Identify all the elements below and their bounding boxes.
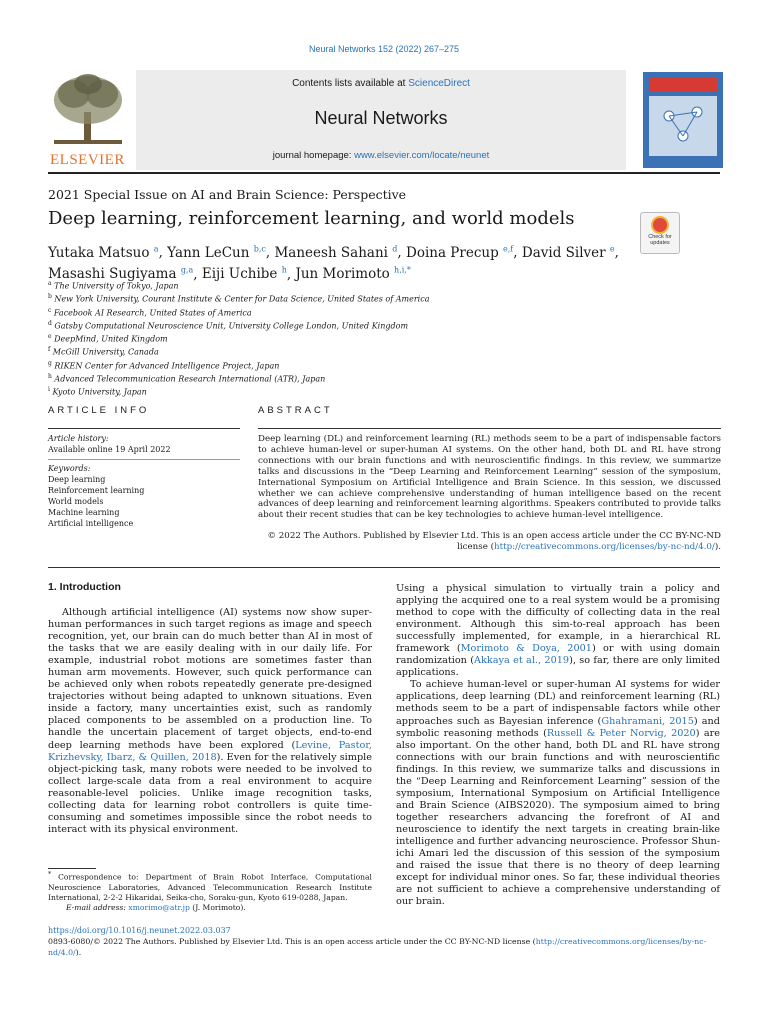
license-link[interactable]: http://creativecommons.org/licenses/by-nc-nd/4.0/ [494,541,715,552]
journal-masthead [48,70,728,170]
affiliations [48,279,429,398]
homepage-prefix: journal homepage: [272,150,355,161]
correspondence-footnote [48,870,372,913]
elsevier-tree-logo [48,70,128,165]
journal-citation[interactable]: Neural Networks 152 (2022) 267–275 [308,44,460,54]
keywords-heading: Keywords: [48,464,91,473]
history-date: Available online 19 April 2022 [48,445,171,454]
keywords-block [48,463,144,529]
keyword: World models [48,497,104,506]
keyword: Machine learning [48,508,120,517]
article-title: Deep learning, reinforcement learning, and world models [48,208,575,229]
history-heading: Article history: [48,434,109,443]
check-updates-line2: updates [650,240,670,246]
affiliation: $^i$ Kyoto University, Japan [48,386,147,397]
affiliation: $^a$ The University of Tokyo, Japan [48,280,179,291]
abstract-label: ABSTRACT [258,405,333,416]
paragraph: Using a physical simulation to virtually train a policy and applying the acquired one to a real system would be a promising method to cope with the difficulty of collecting data in the real environment. Although this sim-to-real approach has been successfully implemented, for example, in a hierarchical RL framework (Morimoto & Doya, 2001) or with using domain randomization (Akkaya et al., 2019), so far, there are only limited applications. [396,583,721,679]
homepage-line [136,150,626,161]
author[interactable]: Jun Morimoto $^{h,i,*}$ [295,265,411,282]
author[interactable]: Maneesh Sahani $^d$ [274,244,398,261]
citation-link[interactable]: Morimoto & Doya, 2001 [460,643,592,655]
article-history [48,433,171,455]
cover-illustration [649,96,717,156]
citation-link[interactable]: Akkaya et al., 2019 [474,655,570,667]
author-list: Yutaka Matsuo $^a$, Yann LeCun $^{b,c}$, Maneesh Sahani $^d$, Doina Precup $^{e,f}$, David Silver $^e$, Masashi Sugiyama $^{g,a}$, Eiji Uchibe $^h$, Jun Morimoto $^{h,i,*}$ [48,244,619,282]
keyword: Artificial intelligence [48,519,134,528]
doi-link[interactable]: https://doi.org/10.1016/j.neunet.2022.03.037 [48,926,231,935]
article-info-rule [48,428,240,429]
abstract-rule [258,428,721,429]
masthead-info-box [136,70,626,170]
author[interactable]: Yann LeCun $^{b,c}$ [167,244,266,261]
check-updates-icon [651,216,669,234]
article-info-separator [48,459,240,460]
network-graph-icon [649,96,717,156]
copyright-license-link[interactable]: http://creativecommons.org/licenses/by-nc-nd/4.0/ [48,937,707,957]
introduction-heading: 1. Introduction [48,581,121,593]
journal-cover-thumbnail[interactable] [643,72,723,168]
journal-name: Neural Networks [314,108,448,128]
article-info-label: ARTICLE INFO [48,405,150,416]
affiliation: $^d$ Gatsby Computational Neuroscience Unit, University College London, United Kingdom [48,319,409,331]
check-updates-line1: Check for [648,234,672,240]
email-link[interactable]: xmorimo@atr.jp [128,902,190,912]
footnote-rule [48,868,96,869]
paragraph: To achieve human-level or super-human AI systems for wider applications, deep learning (DL) and reinforcement learning (RL) methods seem to be a part of indispensable factors while other approaches such as Bayesian inference (Ghahramani, 2015) and symbolic reasoning methods (Russell & Peter Norvig, 2020) are also important. On the other hand, both DL and RL have strong connections with our brain functions and with neuroscientific findings. In this review, we summarize talks and discussions in the “Deep Learning and Reinforcement Learning” session of the symposium, International Symposium on Artificial Intelligence and Brain Science (AIBS2020). The symposium aimed to bring together researchers advancing the forefront of AI and neuroscience to identify the next targets in creating brain-like intelligence and further advancing neuroscience. Professor Shun-ichi Amari led the discussion of this session of the symposium and raised the issue that there is no theory of deep learning except for individual minor ones. So far, these individual theories are not sufficient to achieve a comprehensive understanding of our brain. [396,679,720,908]
keyword: Deep learning [48,475,106,484]
affiliation: $^f$ McGill University, Canada [48,346,159,357]
abstract-license [258,531,721,553]
citation-link[interactable]: Russell & Peter Norvig, 2020 [546,727,696,739]
affiliation: $^h$ Advanced Telecommunication Research International (ATR), Japan [48,372,326,384]
affiliation: $^c$ Facebook AI Research, United States of America [48,306,252,318]
affiliation: $^b$ New York University, Courant Institute & Center for Data Science, United States of America [48,293,430,304]
intro-left-column [48,607,372,836]
footnote-email: E-mail address: xmorimo@atr.jp (J. Morimoto). [66,902,246,912]
citation-link[interactable]: Ghahramani, 2015 [601,715,694,727]
keyword: Reinforcement learning [48,486,145,495]
contents-line [136,78,626,89]
license-line: © 2022 The Authors. Published by Elsevier Ltd. This is an open access article under the CC BY-NC-ND [267,531,721,541]
affiliation: $^g$ RIKEN Center for Advanced Intelligence Project, Japan [48,359,280,371]
journal-homepage-link[interactable]: www.elsevier.com/locate/neunet [354,150,490,161]
author[interactable]: David Silver $^e$ [521,244,615,261]
abstract-text: Deep learning (DL) and reinforcement learning (RL) methods seem to be a part of indispensable factors to achieve human-level or super-human AI systems. On the other hand, both DL and RL have strong connections with our brain functions and with neuroscientific findings. In this review, we summarize talks and discussions in the “Deep Learning and Reinforcement Learning” session of the symposium, International Symposium on Artificial Intelligence and Brain Science. In this session, we discussed whether we can achieve comprehensive understanding of human intelligence based on the recent advances of deep learning and reinforcement learning algorithms. Speakers contributed to provide talks about their recent studies that can be key technologies to achieve human-level intelligence. [258,434,721,521]
paragraph: Although artificial intelligence (AI) systems now show super-human performances in such target regions as image and speech recognition, yet, our brain can do much better than AI in most of the tasks that we are easily dealing with in our daily life. For example, industrial robot motions are sometimes faster than human arm movements. However, such quick performance can be achieved only when robots repeatedly generate pre-designed trajectories without being adapted to unknown situations. Even inside a factory, many uncertainties exist, such as randomly placed components to be assembled on a production line. To handle the uncertain placement of target objects, end-to-end deep learning methods have been explored (Levine, Pastor, Krizhevsky, Ibarz, & Quillen, 2018). Even for the relatively simple object-picking task, many robots were needed to be involved to collect large-scale data from a real environment to acquire reasonable-level policies. Unlike image recognition tasks, collecting data for learning robot controllers is quite time-consuming and sometimes impossible since the robot needs to interact with its physical environment. [48,607,372,835]
intro-right-column [396,583,720,908]
affiliation: $^e$ DeepMind, United Kingdom [48,333,168,344]
contents-prefix: Contents lists available at [292,78,409,89]
footnote-text: * Correspondence to: Department of Brain Robot Interface, Computational Neuroscience Laboratories, Advanced Telecommunication Research Institute International, 2-2-2 Hikaridai, Seika-cho, Soraku-gun, Kyoto 619-0288, Japan. [48,871,372,902]
sciencedirect-link[interactable]: ScienceDirect [408,78,470,89]
masthead-rule [48,172,720,174]
special-issue-heading: 2021 Special Issue on AI and Brain Science: Perspective [48,187,407,202]
author[interactable]: Yutaka Matsuo $^a$ [48,244,159,261]
cover-title-band [649,78,717,92]
author[interactable]: Masashi Sugiyama $^{g,a}$ [48,265,194,282]
citation-link[interactable]: Levine, Pastor, Krizhevsky, Ibarz, & Quillen, 2018 [48,739,372,763]
copyright-line: 0893-6080/© 2022 The Authors. Published by Elsevier Ltd. This is an open access article under the CC BY-NC-ND license (http://creativecommons.org/licenses/by-nc-nd/4.0/). [48,937,707,957]
elsevier-wordmark: ELSEVIER [50,152,125,168]
license-line: license (http://creativecommons.org/licenses/by-nc-nd/4.0/). [457,541,721,552]
abstract-bottom-rule [48,567,720,568]
author[interactable]: Eiji Uchibe $^h$ [201,265,287,282]
author[interactable]: Doina Precup $^{e,f}$ [406,244,514,261]
